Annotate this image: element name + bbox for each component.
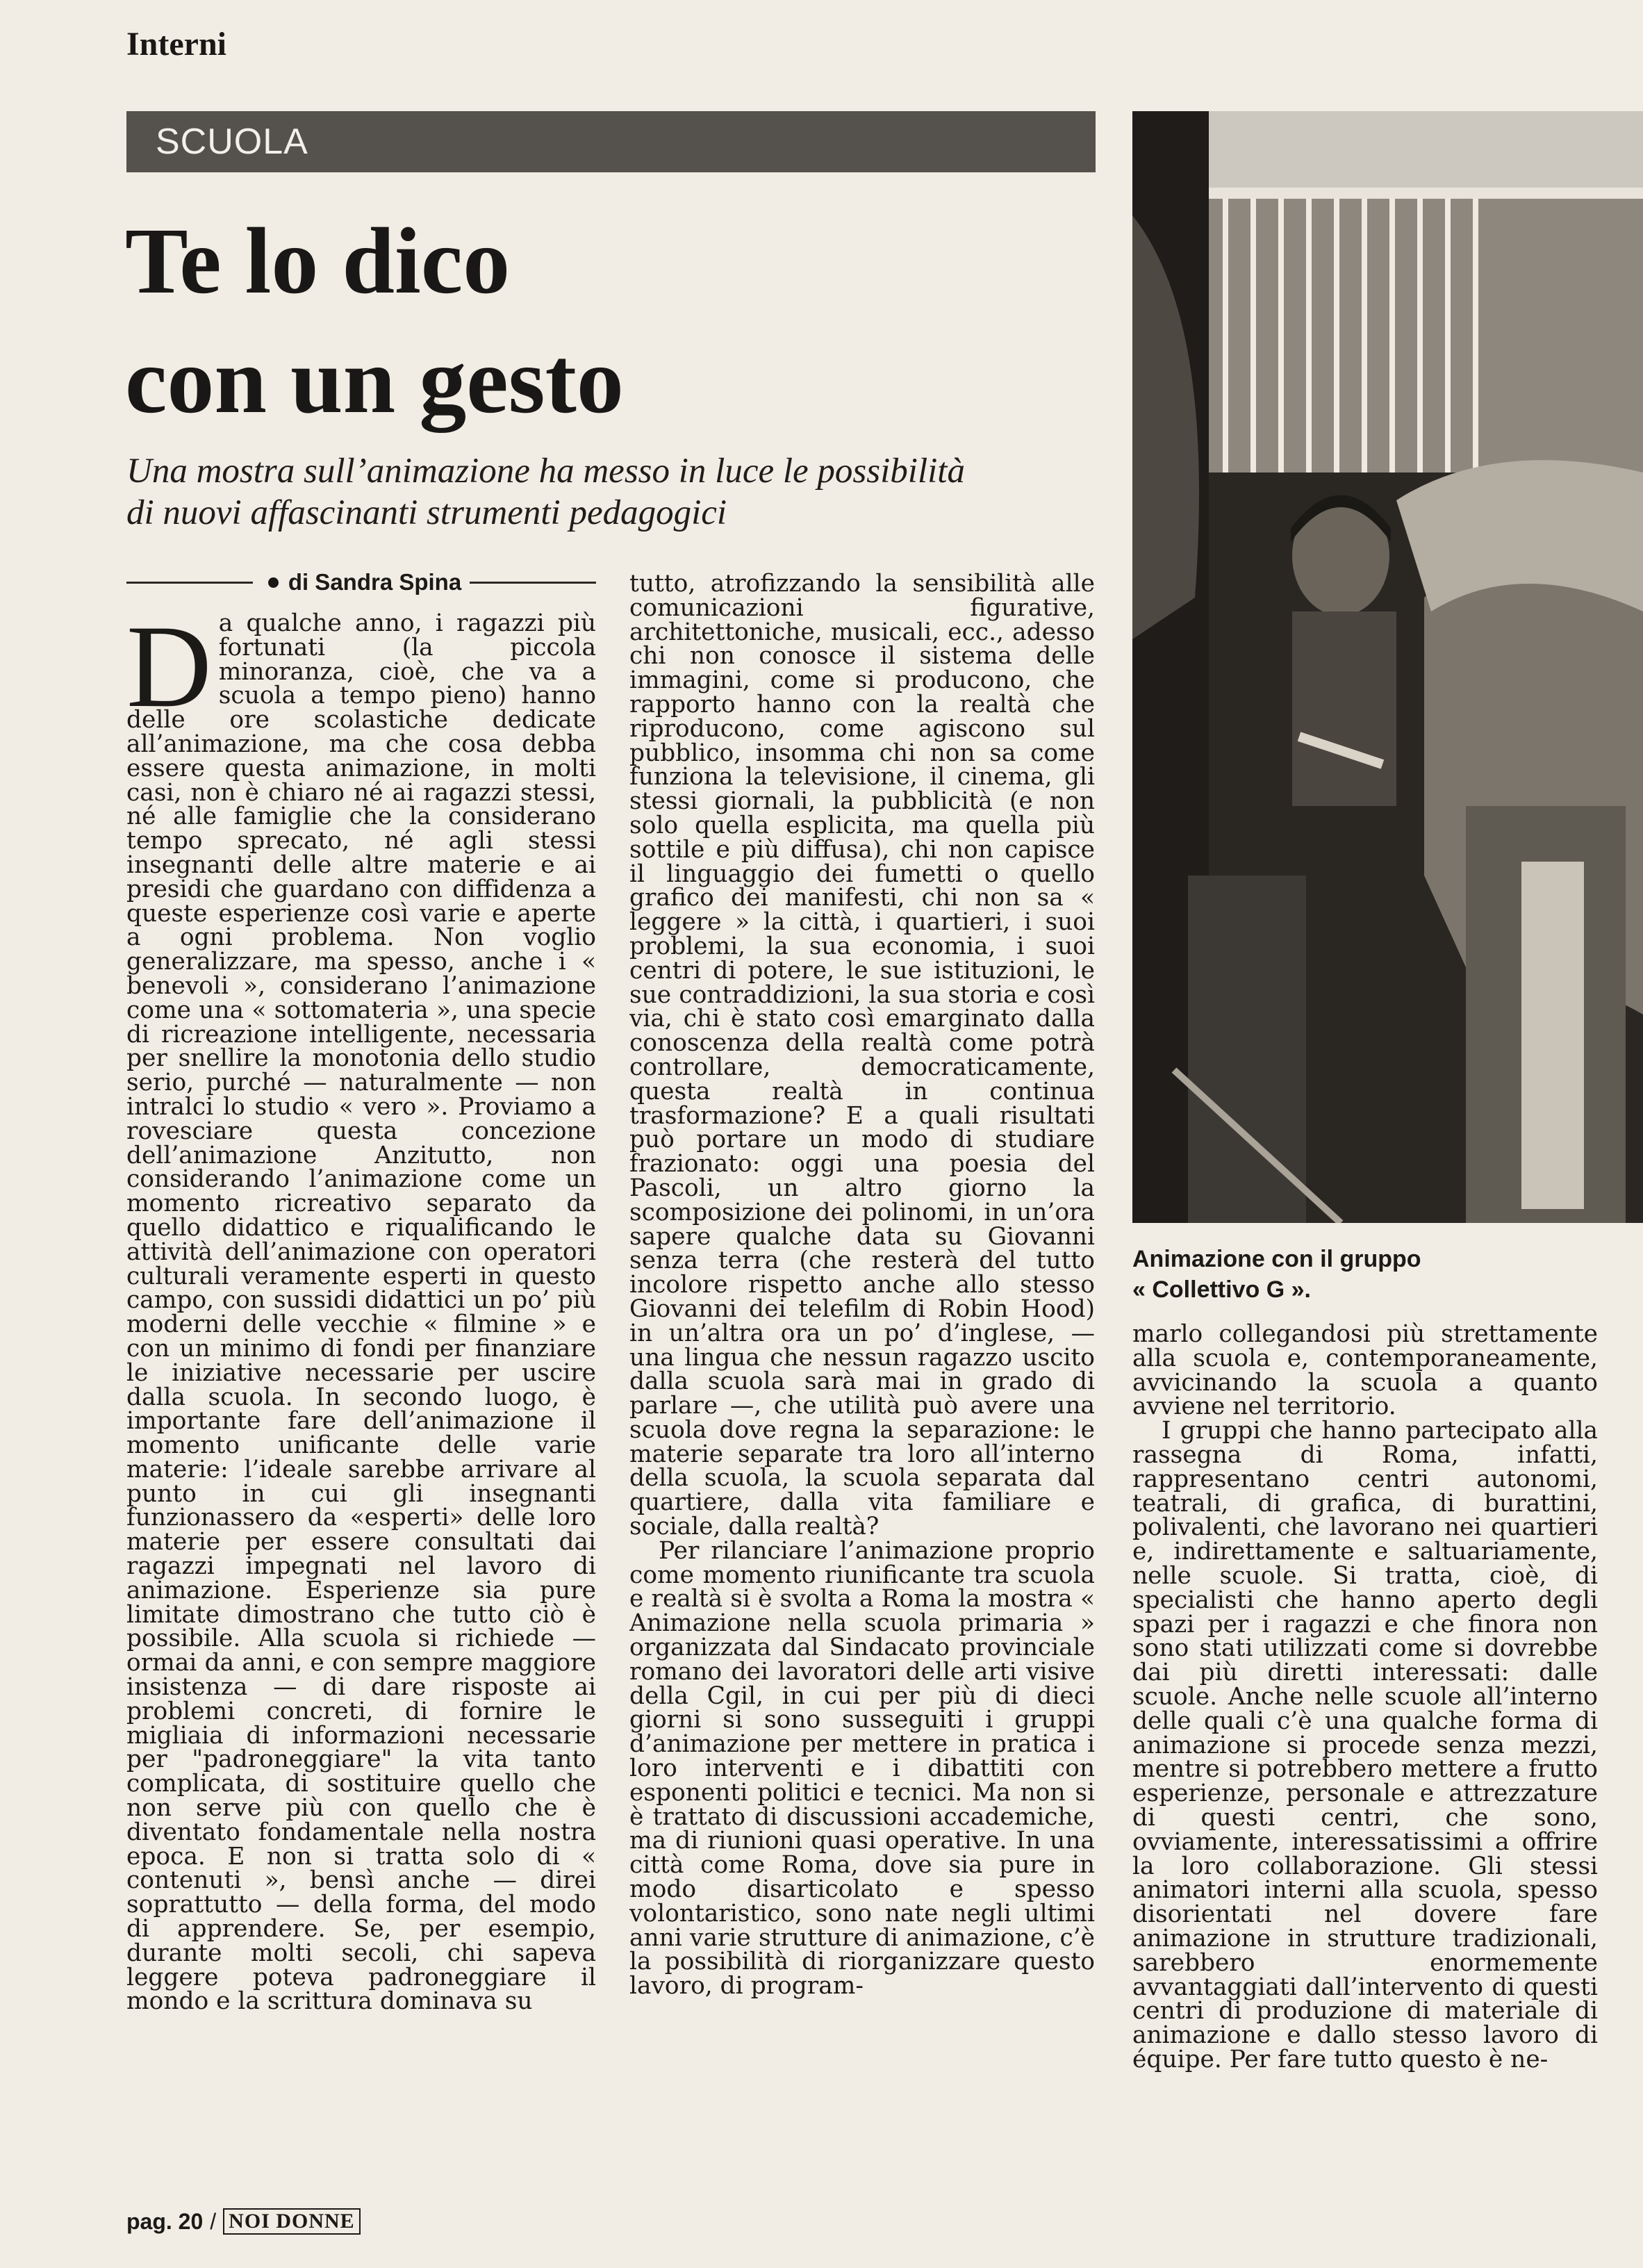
paragraph: I gruppi che hanno partecipato alla rassegna di Roma, infatti, rappresentano centri autonomi, teatrali, di grafica, di burattini, polivalenti, che lavorano nei quartieri e, indirettamente e saltuariamente, nelle scuole. Si tratta, cioè, di specialisti che hanno aperto degli spazi per i ragazzi e che finora non sono stati utilizzati come si dovrebbe dai più diretti interessati: dalle scuole. Anche nelle scuole all’interno delle quali c’è una qualche forma di animazione si procede senza mezzi, mentre si potrebbero mettere a frutto esperienze, personale e attrezzature di questi centri, che sono, ovviamente, interessatissimi a offrire la loro collaborazione. Gli stessi animatori interni alla scuola, spesso disorientati nel dovere fare animazione in strutture tradizionali, sarebbero enormemente avvantaggiati dall’intervento di questi centri di produzione di materiale di animazione e dallo stesso lavoro di équipe. Per fare tutto questo è ne- <box>1132 1417 1598 2073</box>
page-footer <box>126 2204 361 2239</box>
headline-line-2: con un gesto <box>125 329 624 433</box>
article-column-1 <box>126 611 596 2112</box>
magazine-logo: NOI DONNE <box>223 2208 361 2235</box>
byline <box>126 568 596 596</box>
headline-line-1: Te lo dico <box>125 209 511 313</box>
headline <box>125 202 1084 441</box>
article-column-2 <box>629 572 1095 2112</box>
banner-label: SCUOLA <box>156 122 308 162</box>
deck-line-2: di nuovi affascinanti strumenti pedagogici <box>126 493 727 532</box>
byline-rule-left <box>126 582 253 584</box>
paragraph-text: a qualche anno, i ragazzi più fortunati (la piccola minoranza, cioè, che va a scuola a tempo pieno) hanno delle ore scolastiche dedicate all’animazione, ma che cosa debba essere questa animazione, in molti casi, non è chiaro né ai ragazzi stessi, né alle famiglie che la considerano tempo sprecato, né agli stessi insegnanti delle altre materie e ai presidi che guardano con diffidenza a queste esperienze così varie e aperte a ogni problema. Non voglio generalizzare, ma spesso, anche i « benevoli », considerano l’animazione come una « sottomateria », una specie di ricreazione intelligente, necessaria per snellire la monotonia dello studio serio, purché — naturalmente — non intralci lo studio « vero ». Proviamo a rovesciare questa concezione dell’animazione Anzitutto, non considerando l’animazione come un momento ricreativo separato da quello didattico e riqualificando le attività dell’animazione con operatori culturali veramente esperti in questo campo, con sussidi didattici un po’ più moderni delle vecchie « filmine » e con un minimo di fondi per finanziare le iniziative necessarie per uscire dalla scuola. In secondo luogo, è importante fare dell’animazione il momento unificante delle varie materie: l’ideale sarebbe arrivare al punto in cui gli insegnanti funzionassero da «esperti» delle loro materie per essere consultati dai ragazzi impegnati nel lavoro di animazione. Esperienze sia pure limitate dimostrano che tutto ciò è possibile. Alla scuola si richiede — ormai da anni, e con sempre maggiore insistenza — di dare risposte ai problemi concreti, di fornire le migliaia di informazioni necessarie per "padroneggiare" la vita tanto complicata, di sostituire quello che non serve più con quello che è diventato fondamentale nella nostra epoca. E non si tratta solo di « contenuti », bensì anche — direi soprattutto — della forma, del modo di apprendere. Se, per esempio, durante molti secoli, chi sapeva leggere poteva padroneggiare il mondo e la scrittura dominava su <box>126 611 596 2016</box>
bullet-icon <box>268 577 279 588</box>
deck-line-1: Una mostra sull’animazione ha messo in luce le possibilità <box>126 452 965 491</box>
photo-illustration <box>1132 111 1643 1223</box>
photo-caption <box>1132 1244 1619 1305</box>
page-number: pag. 20 <box>126 2208 204 2234</box>
paragraph: marlo collegandosi più strettamente alla scuola e, contemporaneamente, avvicinando la scuola a quanto avviene nel territorio. <box>1132 1322 1598 1421</box>
caption-line-2: « Collettivo G ». <box>1132 1276 1311 1303</box>
deck <box>126 450 1096 534</box>
section-label: Interni <box>126 26 226 63</box>
photo <box>1132 111 1643 1223</box>
footer-separator: / <box>210 2208 217 2234</box>
drop-cap: D <box>126 611 212 732</box>
article-column-3 <box>1132 1322 1598 2114</box>
paragraph: Per rilanciare l’animazione proprio come momento riunificante tra scuola e realtà si è svolta a Roma la mostra « Animazione nella scuola primaria » organizzata dal Sindacato provinciale romano dei lavoratori delle arti visive della Cgil, in cui per più di dieci giorni si sono susseguiti i gruppi d’animazione per mettere in pratica i loro interventi e i dibattiti con esponenti politici e tecnici. Ma non si è trattato di discussioni accademiche, ma di riunioni quasi operative. In una città come Roma, dove sia pure in modo disarticolato e spesso volontaristico, sono nate negli ultimi anni varie strutture di animazione, c’è la possibilità di riorganizzare questo lavoro, di program- <box>629 1536 1095 2000</box>
byline-rule-right <box>470 582 596 584</box>
section-banner <box>126 111 1096 172</box>
caption-line-1: Animazione con il gruppo <box>1132 1246 1421 1272</box>
paragraph: tutto, atrofizzando la sensibilità alle comunicazioni figurative, architettoniche, musicali, ecc., adesso chi non conosce il sistema delle immagini, come si producono, che rapporto hanno con la realtà che riproducono, come agiscono sul pubblico, insomma chi non sa come funziona la televisione, il cinema, gli stessi giornali, la pubblicità (e non solo quella esplicita, ma quella più sottile e più diffusa), chi non capisce il linguaggio dei fumetti o quello grafico dei manifesti, chi non sa « leggere » la città, i quartieri, i suoi problemi, la sua economia, i suoi centri di potere, le sue istituzioni, le sue contraddizioni, la sua storia e così via, chi è stato così emarginato dalla conoscenza della realtà come potrà controllare, democraticamente, questa realtà in continua trasformazione? E a quali risultati può portare un modo di studiare frazionato: oggi una poesia del Pascoli, un altro giorno la scomposizione dei polinomi, in un’ora sapere qualche data su Giovanni senza terra (che resterà del tutto incolore rispetto anche allo stesso Giovanni dei telefilm di Robin Hood) in un’altra ora un po’ d’inglese, — una lingua che nessun ragazzo uscito dalla scuola sarà mai in grado di parlare —, che utilità può avere una scuola dove regna la separazione: le materie separate tra loro all’interno della scuola, la scuola separata dal quartiere, dalla vita familiare e sociale, dalla realtà? <box>629 572 1095 1541</box>
byline-author: di Sandra Spina <box>288 569 462 595</box>
paragraph <box>126 611 596 2014</box>
